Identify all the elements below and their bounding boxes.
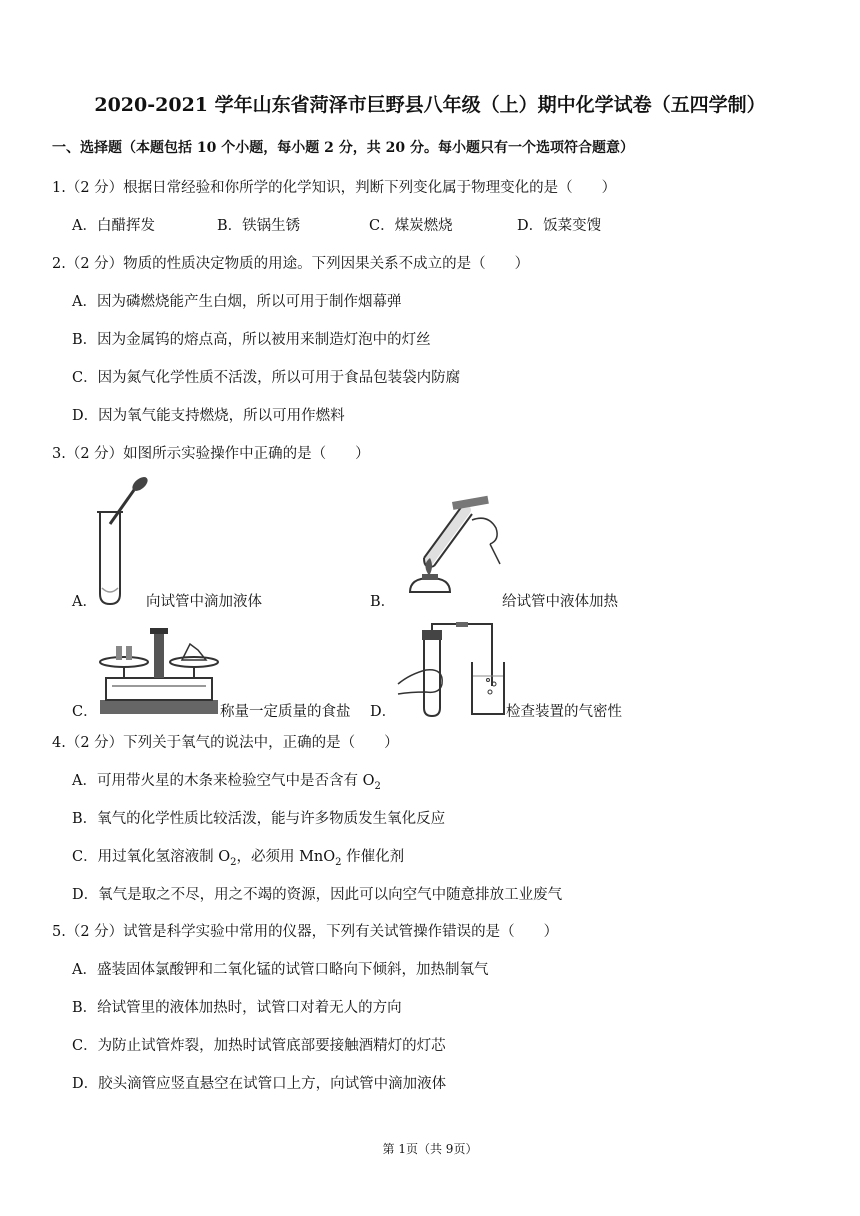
question-5-option-c: C．为防止试管炸裂，加热时试管底部要接触酒精灯的灯芯 (72, 1038, 446, 1054)
question-5-option-a: A．盛装固体氯酸钾和二氧化锰的试管口略向下倾斜，加热制氧气 (72, 962, 489, 978)
question-1-option-b: B．铁锅生锈 (217, 218, 301, 234)
question-5-option-b: B．给试管里的液体加热时，试管口对着无人的方向 (72, 1000, 402, 1016)
figure-c-balance (98, 628, 220, 716)
figure-a-dropper-test-tube (92, 476, 162, 608)
question-5-stem: 5.（2 分）试管是科学实验中常用的仪器，下列有关试管操作错误的是（ ） (52, 924, 559, 940)
question-3-option-d-letter: D． (370, 704, 397, 720)
question-3-option-c-text: 称量一定质量的食盐 (220, 704, 351, 720)
question-2-option-a: A．因为磷燃烧能产生白烟，所以可用于制作烟幕弹 (72, 294, 402, 310)
question-1-stem: 1.（2 分）根据日常经验和你所学的化学知识，判断下列变化属于物理变化的是（ ） (52, 180, 617, 196)
question-3-option-c-letter: C． (72, 704, 98, 720)
section-heading: 一、选择题（本题包括 10 个小题，每小题 2 分，共 20 分。每小题只有一个选项符合题意） (52, 140, 634, 156)
question-4-option-d: D．氧气是取之不尽，用之不竭的资源，因此可以向空气中随意排放工业废气 (72, 887, 563, 903)
question-4-stem: 4.（2 分）下列关于氧气的说法中，正确的是（ ） (52, 735, 399, 751)
question-5-option-d: D．胶头滴管应竖直悬空在试管口上方，向试管中滴加液体 (72, 1076, 447, 1092)
question-2-stem: 2.（2 分）物质的性质决定物质的用途。下列因果关系不成立的是（ ） (52, 256, 530, 272)
question-4-option-a: A．可用带火星的木条来检验空气中是否含有 $O_2$ (72, 773, 381, 792)
question-3-option-b-letter: B． (370, 594, 396, 610)
question-3-option-a-letter: A． (72, 594, 97, 610)
page-title: 2020-2021 学年山东省菏泽市巨野县八年级（上）期中化学试卷（五四学制） (94, 94, 766, 116)
page-footer: 第 1页（共 9页） (382, 1142, 478, 1156)
question-3-stem: 3.（2 分）如图所示实验操作中正确的是（ ） (52, 446, 370, 462)
question-3-option-a-text: 向试管中滴加液体 (146, 594, 262, 610)
figure-d-airtightness-check (396, 622, 508, 718)
question-1-option-c: C．煤炭燃烧 (369, 218, 453, 234)
figure-b-heating-test-tube (400, 492, 505, 602)
question-2-option-b: B．因为金属钨的熔点高，所以被用来制造灯泡中的灯丝 (72, 332, 431, 348)
question-1-options (72, 214, 601, 235)
question-2-option-d: D．因为氧气能支持燃烧，所以可用作燃料 (72, 408, 345, 424)
question-4-option-c: C．用过氧化氢溶液制 $O_2$，必须用 MnO$_2$ 作催化剂 (72, 849, 405, 868)
question-3-option-d-text: 检查装置的气密性 (506, 704, 622, 720)
question-1-option-a: A．白醋挥发 (72, 218, 155, 234)
question-1-option-d: D．饭菜变馊 (517, 218, 602, 234)
question-4-option-b: B．氧气的化学性质比较活泼，能与许多物质发生氧化反应 (72, 811, 446, 827)
question-2-option-c: C．因为氮气化学性质不活泼，所以可用于食品包装袋内防腐 (72, 370, 461, 386)
question-3-option-b-text: 给试管中液体加热 (502, 594, 618, 610)
